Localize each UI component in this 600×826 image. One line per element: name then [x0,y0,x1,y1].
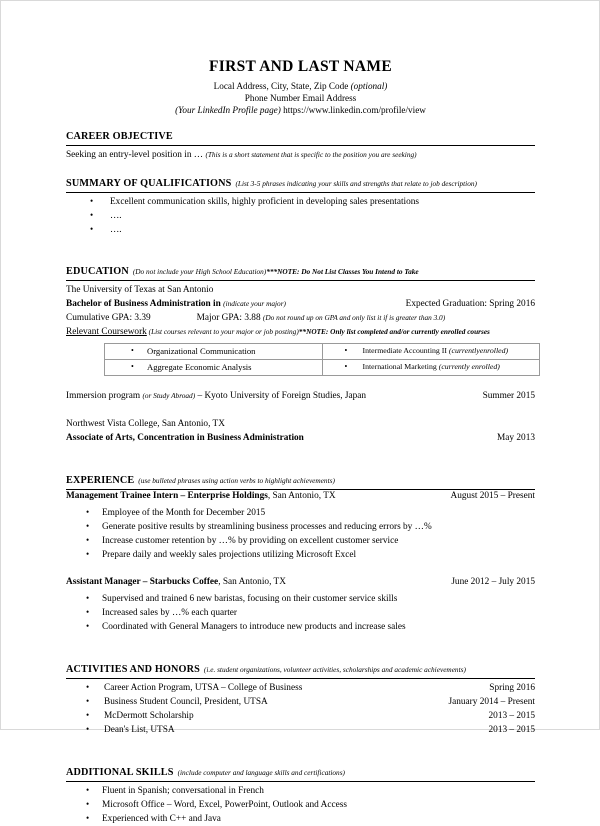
list-item: • Supervised and trained 6 new baristas, focusing on their customer service skills [66,592,535,606]
job-title [66,490,336,504]
address-text: Local Address, City, State, Zip Code [213,80,351,91]
section-heading-experience [66,469,535,490]
resume-document [1,1,600,826]
activity-label: • Career Action Program, UTSA – College of Business [104,682,303,693]
coursework-table [104,343,540,376]
education-school2-name: Northwest Vista College, San Antonio, TX [66,418,225,429]
degree-note: (indicate your major) [223,299,286,309]
career-objective-heading: CAREER OBJECTIVE [66,131,173,143]
list-item: • Employee of the Month for December 2015 [66,506,535,520]
coursework-item-label: International Marketing [362,362,439,372]
coursework-item [323,346,540,356]
list-item: • …. [66,209,535,223]
coursework-label: Relevant Coursework [66,327,147,337]
immersion-date: Summer 2015 [482,390,535,401]
education-gpa-row [66,312,535,326]
immersion-program-row [66,390,535,404]
summary-list [66,195,535,237]
coursework-item-note: (currently enrolled) [438,362,500,372]
job-title-text: Assistant Manager – Starbucks Coffee [66,577,219,588]
activities-note: (i.e. student organizations, volunteer activities, scholarships and academic achievements) [203,664,466,674]
coursework-item-label: Intermediate Accounting II [362,346,449,356]
table-row [105,359,540,375]
education-heading: EDUCATION [66,266,129,278]
candidate-contact: Phone Number Email Address [244,93,357,104]
education-degree [66,298,286,312]
list-item: • Microsoft Office – Word, Excel, PowerPoint, Outlook and Access [66,798,535,812]
resume-header [66,57,535,116]
career-objective-note: (This is a short statement that is specific to the position you are seeking) [205,150,417,160]
coursework-label-group [66,326,490,340]
education-degree2-row [66,432,535,446]
activity-date: January 2014 – Present [448,696,535,707]
list-item: • Increased sales by …% each quarter [66,606,535,620]
education-block [66,284,535,340]
candidate-linkedin [66,104,535,116]
section-heading-additional-skills [66,761,535,782]
list-item: • Coordinated with General Managers to introduce new products and increase sales [66,620,535,634]
list-item [66,723,535,737]
candidate-address [66,80,535,92]
list-item [66,695,535,709]
cumulative-gpa: Cumulative GPA: 3.39 [66,313,151,324]
immersion-detail: – Kyoto University of Foreign Studies, Japan [195,390,367,401]
activity-label: • McDermott Scholarship [104,711,194,722]
education-school-row [66,284,535,298]
candidate-name: FIRST AND LAST NAME [209,58,392,75]
activity-date: 2013 – 2015 [488,725,535,736]
activities-list [66,681,535,738]
job-bullet-list [66,592,535,634]
education-note-bold: ***NOTE: Do Not List Classes You Intend to Take [266,267,419,277]
immersion-note: (or Study Abroad) [142,390,196,400]
job-header [66,490,535,504]
additional-skills-list [66,784,535,826]
coursework-note-bold: **NOTE: Only list completed and/or currently enrolled courses [298,327,490,336]
activities-heading: ACTIVITIES AND HONORS [66,663,200,675]
table-row [105,343,540,359]
education-coursework-row [66,326,535,340]
job-header [66,576,535,590]
activity-date: Spring 2016 [489,682,535,693]
education-note: (Do not include your High School Education) [132,267,267,277]
list-item: • Fluent in Spanish; conversational in French [66,784,535,798]
career-objective-text [66,149,535,162]
additional-skills-heading: ADDITIONAL SKILLS [66,766,174,778]
activity-label: • Business Student Council, President, UTSA [104,696,268,707]
list-item [66,681,535,695]
coursework-cell-right [322,343,540,359]
education-gpa-group [66,312,445,326]
section-heading-education [66,260,535,281]
coursework-item: • Aggregate Economic Analysis [105,362,322,373]
section-heading-activities [66,658,535,679]
address-optional-note: (optional) [350,80,388,91]
coursework-item-note: (currentlyenrolled) [448,346,509,356]
education-graduation2-date: May 2013 [497,432,535,443]
degree-title: Bachelor of Business Administration in [66,299,224,310]
linkedin-url: https://www.linkedin.com/profile/view [280,105,426,116]
job-location: , San Antonio, TX [218,577,286,588]
career-objective-statement: Seeking an entry-level position in … [66,150,206,161]
job-location: , San Antonio, TX [267,490,336,501]
list-item: • Excellent communication skills, highly proficient in developing sales presentations [66,195,535,209]
experience-note: (use bulleted phrases using action verbs to highlight achievements) [138,475,335,485]
list-item [66,709,535,723]
coursework-cell-left [105,359,323,375]
coursework-cell-left [105,343,323,359]
gpa-note: (Do not round up on GPA and only list it if is greater than 3.0) [262,313,446,323]
education-graduation-date: Expected Graduation: Spring 2016 [405,299,535,310]
summary-heading: SUMMARY OF QUALIFICATIONS [66,177,232,189]
coursework-item [323,362,540,372]
major-gpa: Major GPA: 3.88 [196,313,263,324]
education-degree2: Associate of Arts, Concentration in Business Administration [66,432,304,443]
summary-note: (List 3-5 phrases indicating your skills and strengths that relate to job description) [235,178,477,188]
section-heading-summary [66,172,535,193]
immersion-title: Immersion program [66,390,143,401]
job-bullet-list [66,506,535,563]
education-school-name: The University of Texas at San Antonio [66,285,214,296]
additional-skills-note: (include computer and language skills and certifications) [177,767,345,777]
activity-label: • Dean's List, UTSA [104,725,175,736]
list-item: • Generate positive results by streamlining business processes and reducing errors by …% [66,520,535,534]
job-title-text: Management Trainee Intern – Enterprise Holdings [66,490,268,501]
immersion-program-label [66,390,366,404]
section-heading-career-objective [66,125,535,146]
job-date: August 2015 – Present [450,490,535,501]
job-date: June 2012 – July 2015 [451,577,535,588]
education-school2-row [66,418,535,432]
list-item: • …. [66,223,535,237]
experience-heading: EXPERIENCE [66,474,135,486]
list-item: • Increase customer retention by …% by providing on excellent customer service [66,534,535,548]
linkedin-note: (Your LinkedIn Profile page) [175,105,281,116]
job-title [66,576,286,590]
list-item: • Experienced with C++ and Java [66,812,535,826]
coursework-item: • Organizational Communication [105,346,322,357]
coursework-cell-right [322,359,540,375]
activity-date: 2013 – 2015 [488,711,535,722]
list-item: • Prepare daily and weekly sales projections utilizing Microsoft Excel [66,548,535,562]
education-degree-row [66,298,535,312]
coursework-note: (List courses relevant to your major or job posting) [146,327,299,336]
